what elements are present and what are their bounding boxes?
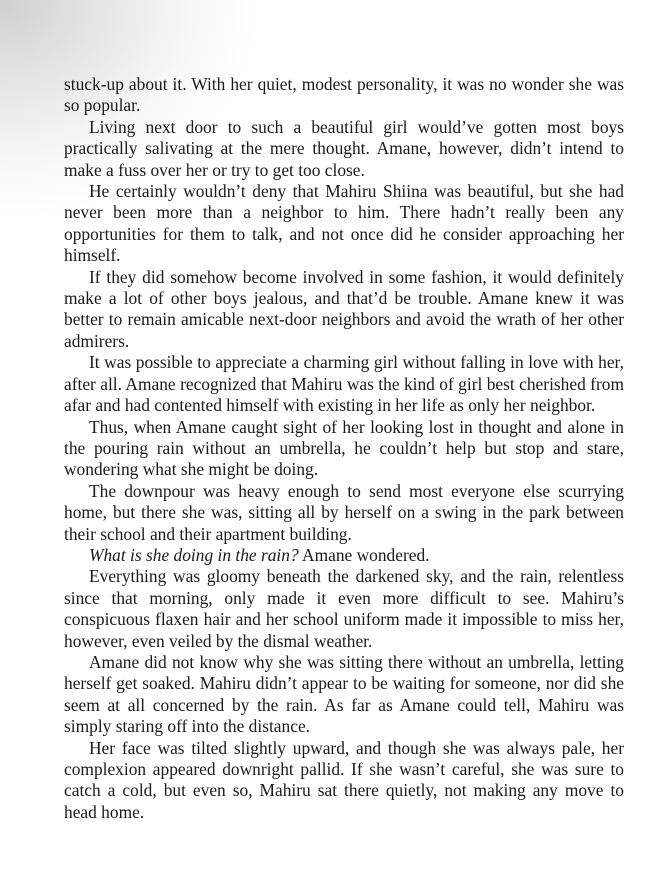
paragraph: Everything was gloomy beneath the darkened sky, and the rain, relentless since that morning, only made it even more difficult to see. Mahiru’s conspicuous flaxen hair and her school uniform made it impossible to miss her, however, even veiled by the dismal weather. — [64, 566, 624, 651]
inner-thought: What is she doing in the rain? — [89, 544, 299, 565]
paragraph: If they did somehow become involved in some fashion, it would definitely make a lot of other boys jealous, and that’d be trouble. Amane knew it was better to remain amicable next-door neighbors and avoid the wrath of her other admirers. — [64, 266, 624, 351]
paragraph: Her face was tilted slightly upward, and though she was always pale, her complexion appeared downright pallid. If she wasn’t careful, she was sure to catch a cold, but even so, Mahiru sat there quietly, not making any move to head home. — [64, 737, 624, 822]
paragraph-thought — [64, 545, 624, 566]
paragraph: He certainly wouldn’t deny that Mahiru Shiina was beautiful, but she had never been more than a neighbor to him. There hadn’t really been any opportunities for them to talk, and not once did he consider approaching her himself. — [64, 181, 624, 266]
paragraph: It was possible to appreciate a charming girl without falling in love with her, after all. Amane recognized that Mahiru was the kind of girl best cherished from afar and had contented himself with existing in her life as only her neighbor. — [64, 352, 624, 416]
paragraph: Amane did not know why she was sitting there without an umbrella, letting herself get soaked. Mahiru didn’t appear to be waiting for someone, nor did she seem at all concerned by the rain. As far as Amane could tell, Mahiru was simply staring off into the distance. — [64, 651, 624, 737]
thought-tag: Amane wondered. — [298, 544, 430, 565]
paragraph: Thus, when Amane caught sight of her looking lost in thought and alone in the pouring rain without an umbrella, he couldn’t help but stop and stare, wondering what she might be doing. — [64, 416, 624, 480]
body-text — [64, 74, 624, 823]
paragraph: Living next door to such a beautiful girl would’ve gotten most boys practically salivating at the mere thought. Amane, however, didn’t intend to make a fuss over her or try to get too close. — [64, 116, 624, 180]
paragraph: stuck-up about it. With her quiet, modest personality, it was no wonder she was so popular. — [64, 74, 624, 116]
paragraph: The downpour was heavy enough to send most everyone else scurrying home, but there she was, sitting all by herself on a swing in the park between their school and their apartment building. — [64, 480, 624, 544]
